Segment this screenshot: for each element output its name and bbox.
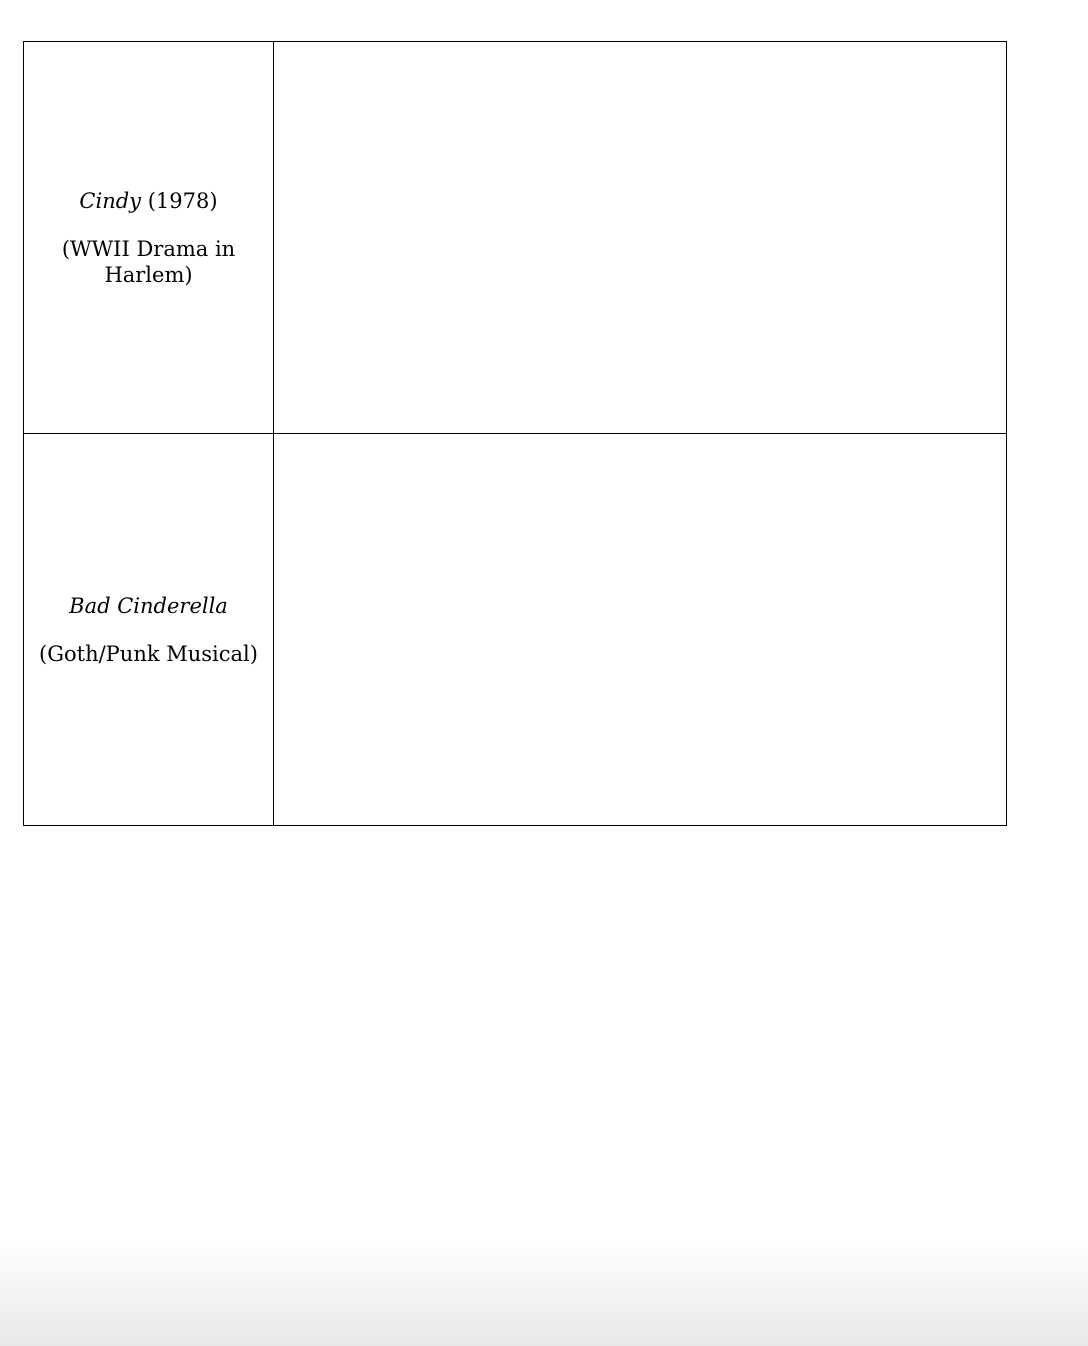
show-title: Bad Cinderella — [69, 593, 228, 618]
table-row — [24, 42, 1007, 434]
shows-table — [23, 41, 1007, 826]
show-year: (1978) — [141, 188, 218, 213]
bottom-edge-shadow — [0, 1236, 1088, 1346]
show-title-line — [29, 593, 268, 619]
empty-content-cell — [274, 434, 1007, 826]
show-label-cell — [24, 42, 274, 434]
show-genre: (WWII Drama in Harlem) — [61, 236, 236, 287]
show-title: Cindy — [79, 188, 142, 213]
show-label-cell — [24, 434, 274, 826]
show-genre: (Goth/Punk Musical) — [39, 641, 258, 666]
show-title-line — [29, 188, 268, 214]
empty-content-cell — [274, 42, 1007, 434]
table-row — [24, 434, 1007, 826]
